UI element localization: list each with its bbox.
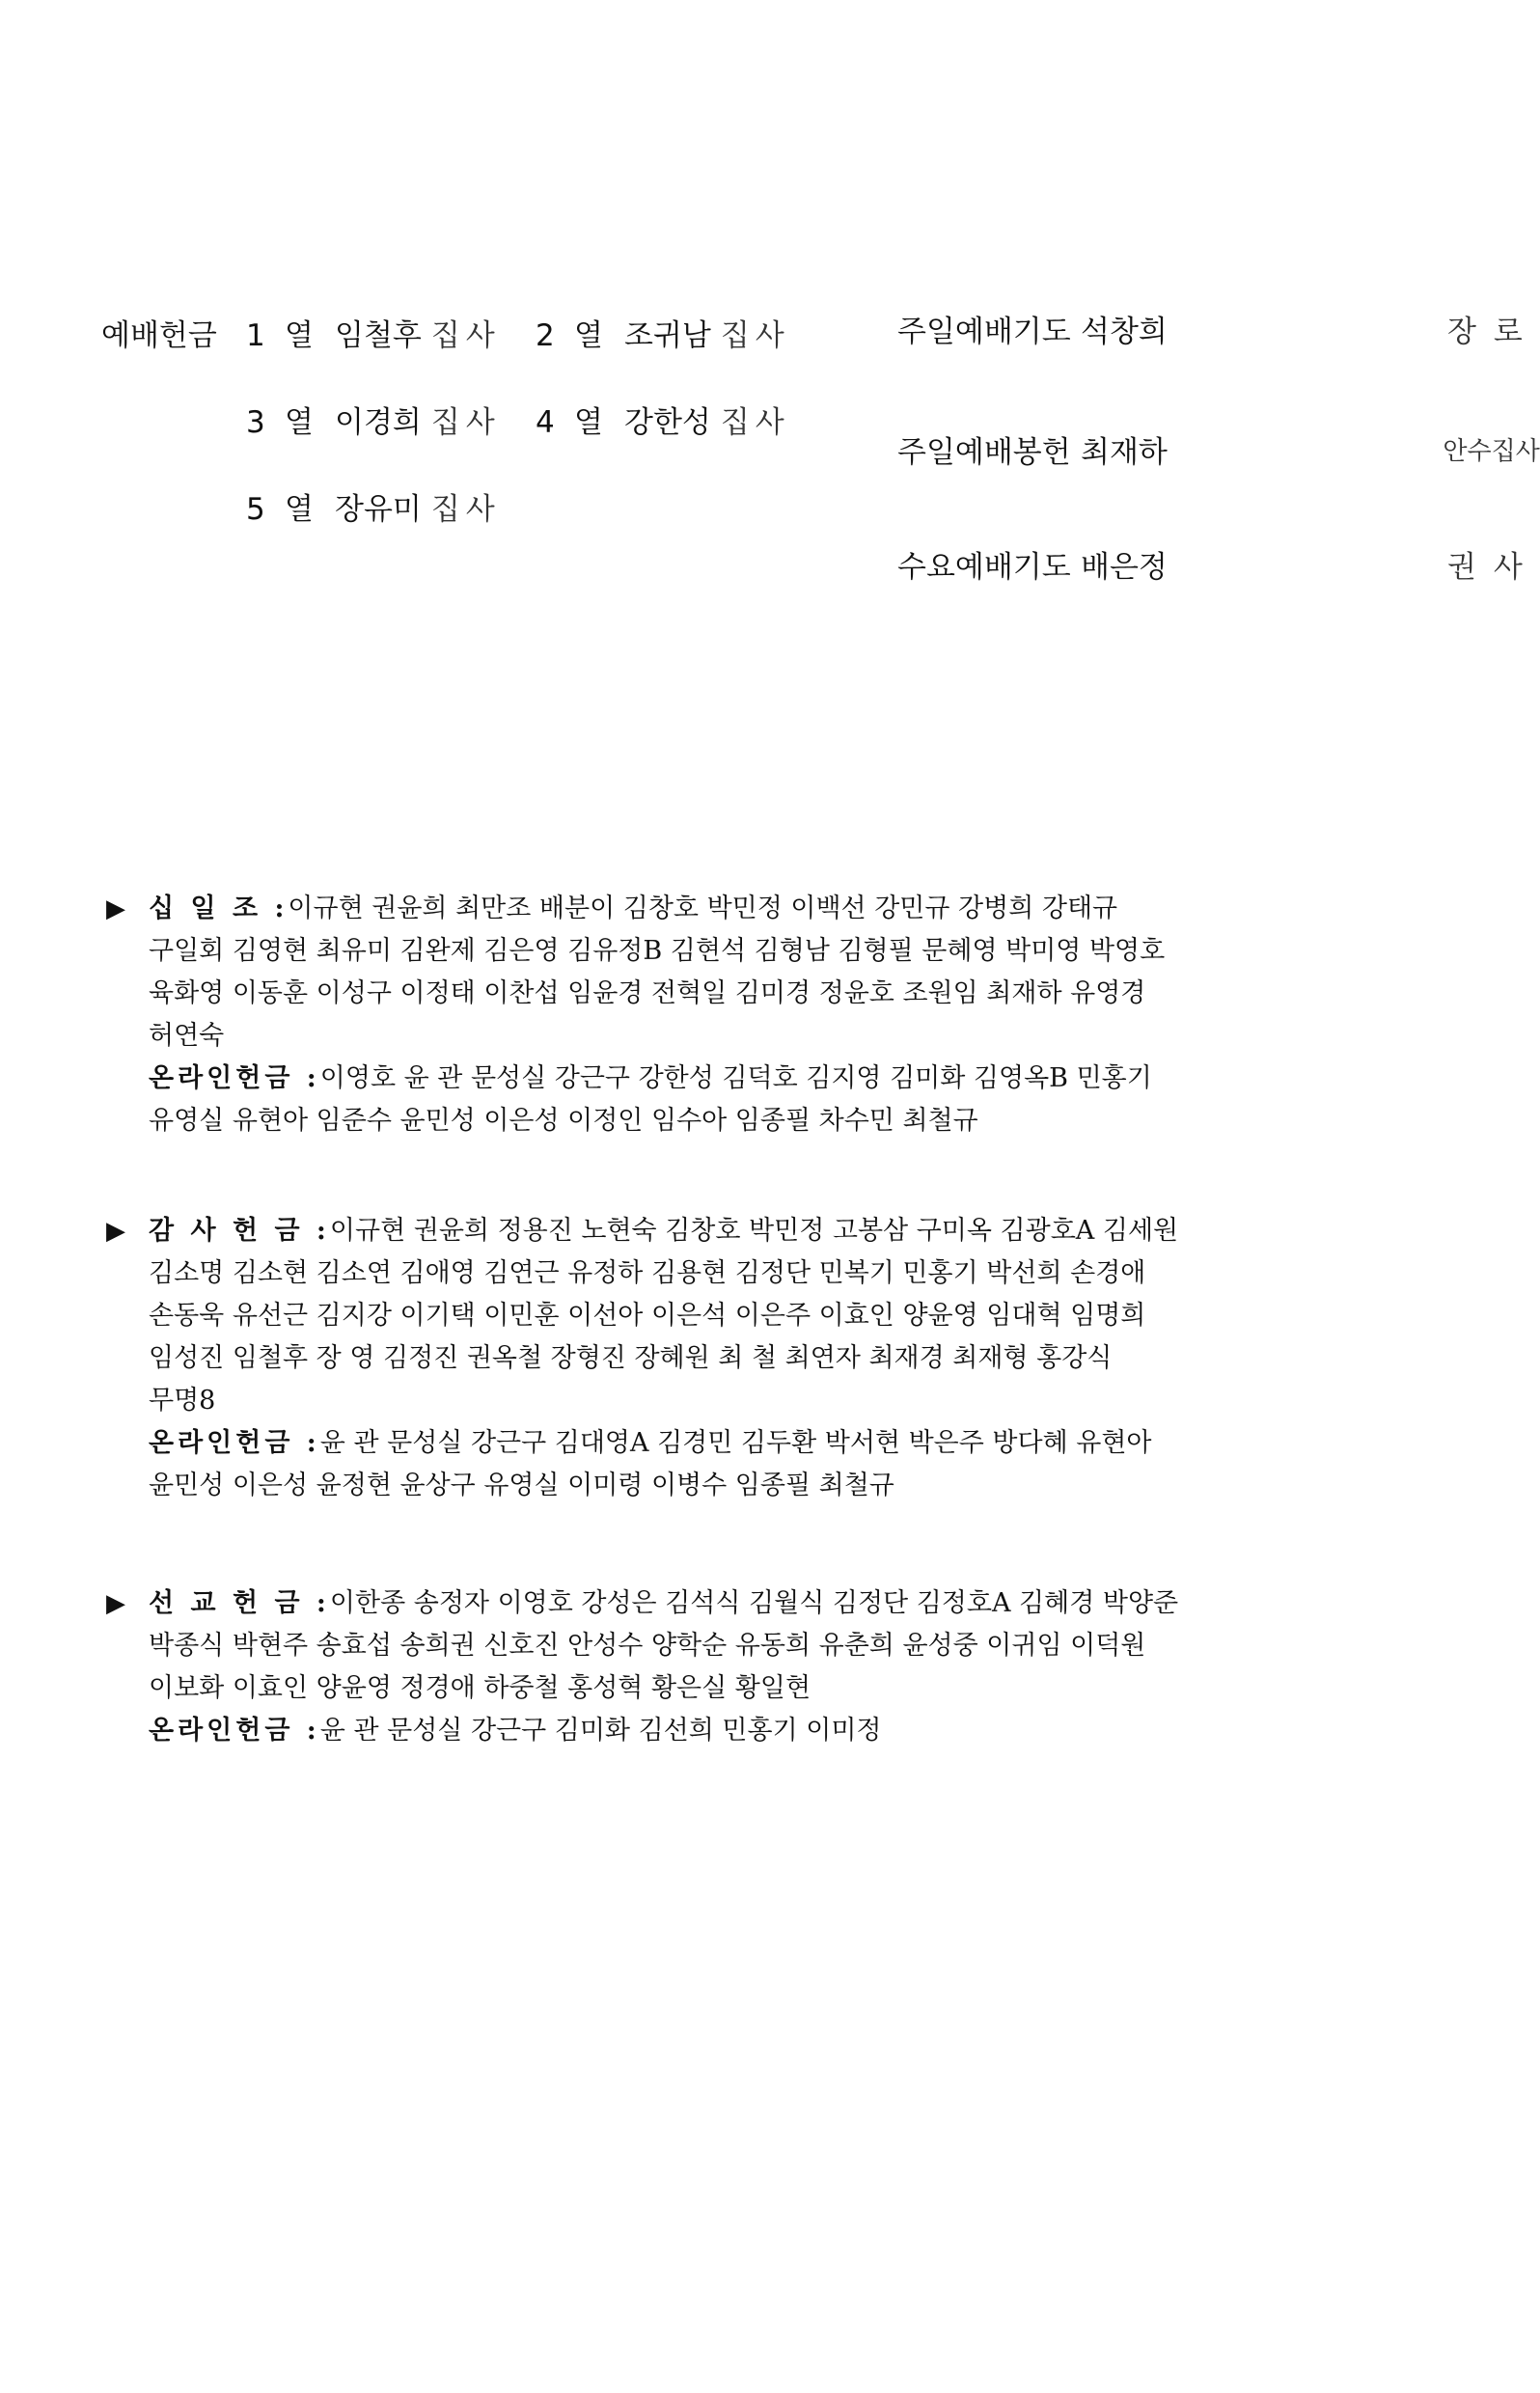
list-line: 육화영 이동훈 이성구 이정태 이찬섭 임윤경 전혁일 김미경 정윤호 조원임 최재하 유영경: [149, 978, 1146, 1008]
role-wednesday-prayer: 수요예배기도 배은정 권사: [897, 550, 1540, 585]
triangle-marker-icon: ▶: [106, 894, 125, 923]
online-heading: 온라인헌금 :: [149, 1428, 320, 1458]
online-heading: 온라인헌금 :: [149, 1063, 320, 1093]
list-line: 온라인헌금 :윤 관 문성실 강근구 김대영A 김경민 김두환 박서현 박은주 방다혜 유현아: [149, 1428, 1152, 1458]
list-line: ▶ 선 교 헌 금 :이한종 송정자 이영호 강성은 김석식 김월식 김정단 김정호A 김혜경 박양준: [106, 1582, 1245, 1625]
list-line: 구일회 김영현 최유미 김완제 김은영 김유정B 김현석 김형남 김형필 문혜영 박미영 박영호: [149, 936, 1166, 966]
role-sunday-prayer: 주일예배기도 석창희 장로: [897, 315, 1540, 349]
list-line: 김소명 김소현 김소연 김애영 김연근 유정하 김용현 김정단 민복기 민홍기 박선희 손경애: [149, 1258, 1146, 1288]
offering-row-2: 2 열 조귀남 집사: [536, 318, 790, 353]
offering-label: 예배헌금: [101, 318, 217, 353]
thanks-section: [106, 1210, 1245, 1507]
list-line: 온라인헌금 :이영호 윤 관 문성실 강근구 강한성 김덕호 김지영 김미화 김영옥B 민홍기: [149, 1063, 1152, 1093]
section-heading: 감 사 헌 금 :: [149, 1216, 330, 1246]
tithe-section: [106, 888, 1245, 1142]
list-line: 온라인헌금 :윤 관 문성실 강근구 김미화 김선희 민홍기 이미정: [149, 1716, 882, 1746]
triangle-marker-icon: ▶: [106, 1589, 125, 1618]
list-line: ▶ 십 일 조 :이규현 권윤희 최만조 배분이 김창호 박민정 이백선 강민규 강병희 강태규: [106, 888, 1245, 930]
list-line: 손동욱 유선근 김지강 이기택 이민훈 이선아 이은석 이은주 이효인 양윤영 임대혁 임명희: [149, 1301, 1146, 1331]
offering-row-4: 4 열 강한성 집사: [536, 405, 790, 440]
triangle-marker-icon: ▶: [106, 1217, 125, 1246]
list-line: 이보화 이효인 양윤영 정경애 하중철 홍성혁 황은실 황일현: [149, 1673, 811, 1703]
offering-row-1: 1 열 임철후 집사: [246, 318, 501, 353]
list-line: 유영실 유현아 임준수 윤민성 이은성 이정인 임수아 임종필 차수민 최철규: [149, 1106, 978, 1136]
list-line: 임성진 임철후 장 영 김정진 권옥철 장형진 장혜원 최 철 최연자 최재경 최재형 홍강식: [149, 1343, 1113, 1373]
mission-section: [106, 1582, 1245, 1752]
offering-row-3: 3 열 이경희 집사: [246, 405, 501, 440]
role-sunday-offering: 주일예배봉헌 최재하 안수집사: [897, 435, 1540, 470]
list-line: 무명8: [149, 1386, 216, 1416]
online-heading: 온라인헌금 :: [149, 1716, 320, 1746]
section-heading: 선 교 헌 금 :: [149, 1588, 330, 1618]
list-line: ▶ 감 사 헌 금 :이규현 권윤희 정용진 노현숙 김창호 박민정 고봉삼 구미옥 김광호A 김세원: [106, 1210, 1245, 1252]
list-line: 허연숙: [149, 1021, 225, 1051]
offering-duty: [101, 311, 854, 542]
list-line: 박종식 박현주 송효섭 송희권 신호진 안성수 양학순 유동희 유춘희 윤성중 이귀임 이덕원: [149, 1631, 1146, 1661]
section-heading: 십 일 조 :: [149, 894, 289, 923]
list-line: 윤민성 이은성 윤정현 윤상구 유영실 이미령 이병수 임종필 최철규: [149, 1471, 894, 1500]
offering-row-5: 5 열 장유미 집사: [246, 492, 501, 527]
